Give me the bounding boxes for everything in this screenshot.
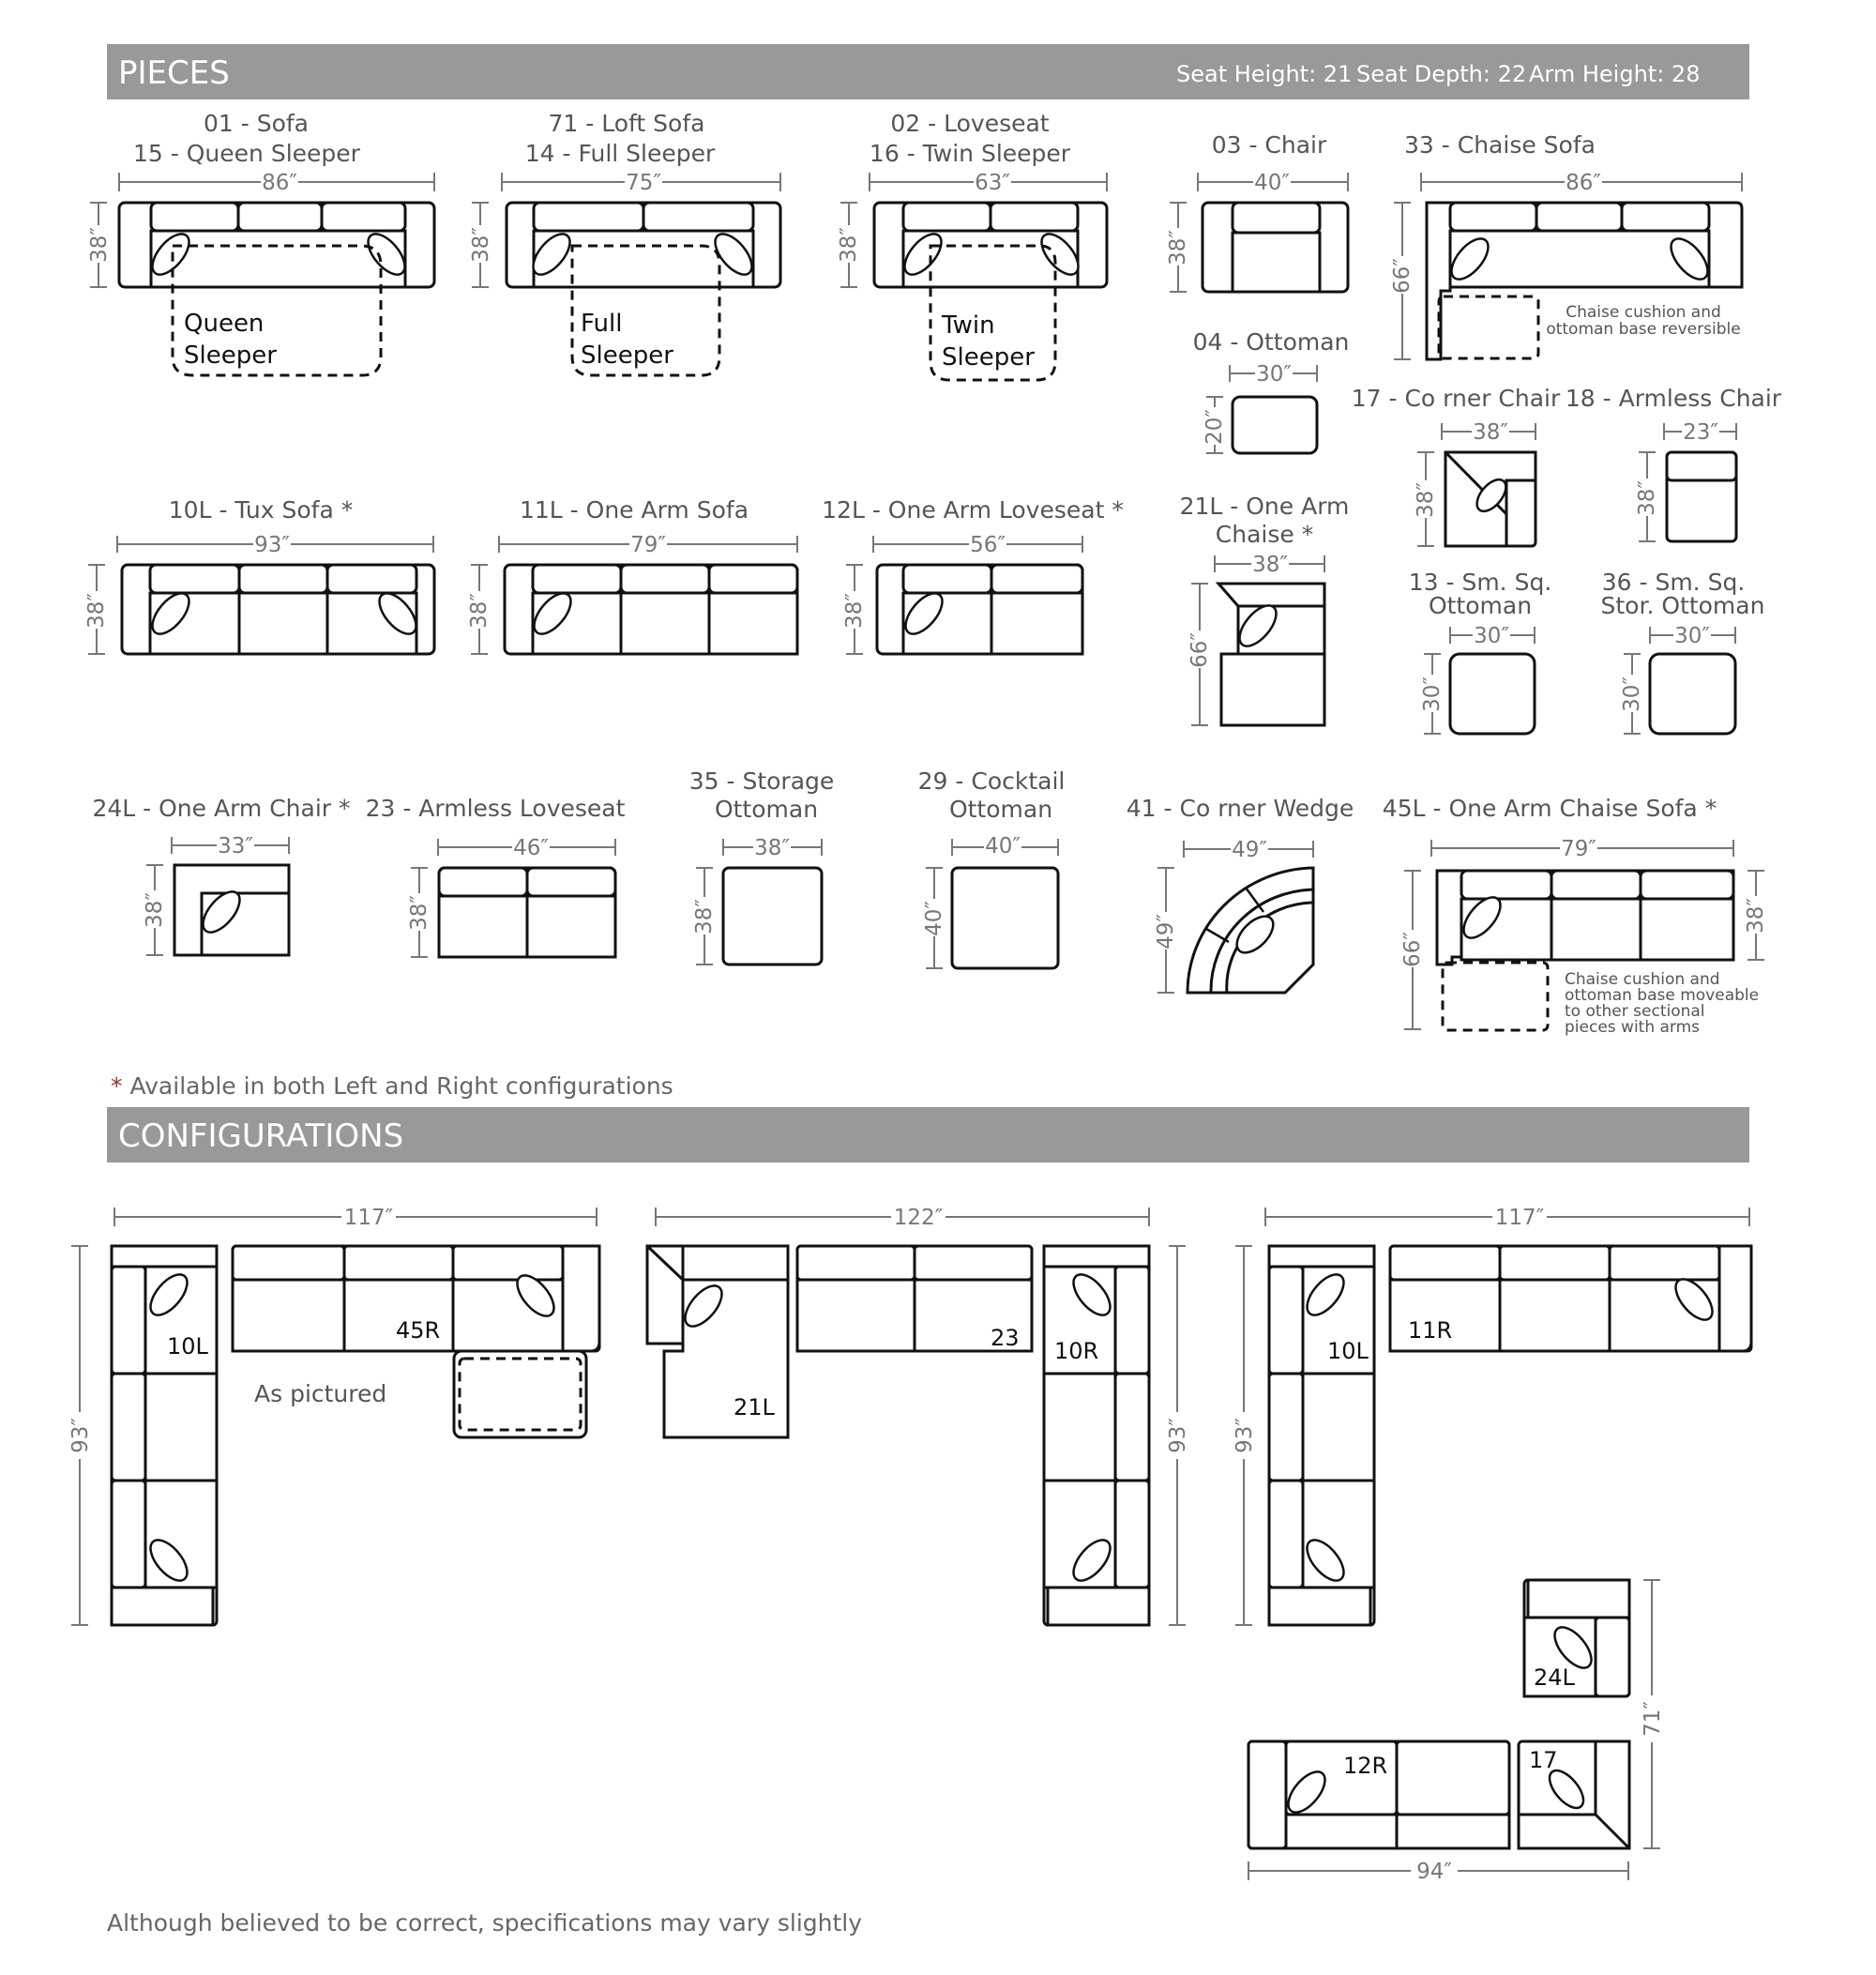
piece-18-armless-chair xyxy=(1566,385,1782,541)
width-dimension: 38″ xyxy=(1252,553,1288,577)
piece-35-storage-ottoman xyxy=(689,767,835,965)
sleeper-label: Queen xyxy=(184,310,265,338)
height-dimension: 66″ xyxy=(1390,258,1415,294)
piece-note: Chaise cushion and xyxy=(1566,303,1721,322)
config-piece-label: 45R xyxy=(396,1317,441,1344)
config-width: 117″ xyxy=(343,1206,394,1230)
height-dimension: 38″ xyxy=(837,227,861,263)
width-dimension: 40″ xyxy=(1254,171,1290,195)
piece-code: 12L - One Arm Loveseat * xyxy=(822,496,1124,524)
pieces-title: PIECES xyxy=(118,54,230,92)
piece-code: 33 - Chaise Sofa xyxy=(1404,131,1596,159)
width-dimension: 49″ xyxy=(1232,838,1267,862)
sleeper-label: Sleeper xyxy=(581,342,673,370)
width-dimension: 23″ xyxy=(1683,420,1718,445)
height-dimension: 30″ xyxy=(1620,676,1644,712)
piece-code: 17 - Co rner Chair xyxy=(1351,385,1561,412)
config-width: 94″ xyxy=(1416,1860,1452,1884)
width-dimension: 30″ xyxy=(1474,624,1509,648)
height-dimension: 38″ xyxy=(1166,230,1190,266)
piece-13-sm-sq-ottoman xyxy=(1409,569,1552,734)
width-dimension: 93″ xyxy=(254,533,290,557)
piece-code: 45L - One Arm Chaise Sofa * xyxy=(1382,795,1717,822)
piece-code: 04 - Ottoman xyxy=(1192,328,1350,356)
height-dimension-right: 38″ xyxy=(1744,898,1768,934)
piece-17-corner-chair xyxy=(1352,385,1561,546)
config-piece-label: 10R xyxy=(1054,1338,1099,1364)
height-dimension: 20″ xyxy=(1203,409,1227,445)
config-piece-label: 21L xyxy=(734,1394,775,1420)
piece-code: 35 - Storage xyxy=(688,767,835,795)
height-dimension: 38″ xyxy=(407,895,431,931)
height-dimension: 38″ xyxy=(84,593,109,629)
sleeper-label: Twin xyxy=(942,311,995,340)
height-dimension: 66″ xyxy=(1188,632,1212,668)
piece-01-sofa xyxy=(87,110,434,375)
sleeper-label: Sleeper xyxy=(184,342,277,370)
config-piece-label: 24L xyxy=(1534,1664,1575,1691)
piece-29-cocktail-ottoman xyxy=(918,767,1066,968)
piece-code: 10L - Tux Sofa * xyxy=(168,496,354,524)
width-dimension: 75″ xyxy=(626,171,661,195)
width-dimension: 30″ xyxy=(1674,624,1710,648)
piece-24l-one-arm-chair xyxy=(92,795,350,955)
piece-03-chair xyxy=(1166,131,1348,292)
piece-code: 11L - One Arm Sofa xyxy=(519,496,749,524)
height-dimension: 30″ xyxy=(1420,676,1445,712)
piece-code: 29 - Cocktail xyxy=(917,767,1066,795)
piece-note: ottoman base moveable xyxy=(1565,986,1760,1005)
config-height: 93″ xyxy=(1166,1418,1190,1453)
sleeper-label: Sleeper xyxy=(942,343,1035,372)
piece-code: 01 - Sofa xyxy=(203,110,310,137)
disclaimer: Although believed to be correct, specifications may vary slightly xyxy=(107,1909,863,1937)
config-caption: As pictured xyxy=(254,1380,387,1407)
piece-code: 41 - Co rner Wedge xyxy=(1126,795,1354,822)
config-piece-label: 10L xyxy=(167,1333,208,1360)
piece-10l-tux-sofa xyxy=(84,496,434,654)
config-piece-label: 11R xyxy=(1408,1317,1453,1344)
config-piece-label: 10L xyxy=(1327,1338,1369,1364)
width-dimension: 63″ xyxy=(975,171,1010,195)
piece-note: to other sectional xyxy=(1565,1002,1705,1021)
piece-subcode: 15 - Queen Sleeper xyxy=(133,140,360,167)
piece-code: 21L - One Arm xyxy=(1179,493,1350,520)
width-dimension: 79″ xyxy=(630,533,666,557)
piece-subcode: Stor. Ottoman xyxy=(1600,592,1765,619)
piece-11l-one-arm-sofa xyxy=(467,496,797,654)
width-dimension: 40″ xyxy=(985,834,1021,858)
piece-note: pieces with arms xyxy=(1565,1018,1701,1037)
height-dimension: 66″ xyxy=(1400,932,1425,967)
piece-code: 36 - Sm. Sq. xyxy=(1601,569,1746,596)
config-piece-label: 12R xyxy=(1343,1753,1388,1779)
height-dimension: 38″ xyxy=(87,227,112,263)
sleeper-label: Full xyxy=(581,310,623,338)
piece-12l-one-arm-loveseat xyxy=(822,496,1124,654)
seat-height: Seat Height: 21 xyxy=(1176,61,1353,87)
piece-subcode: Ottoman xyxy=(1428,592,1533,619)
width-dimension: 30″ xyxy=(1256,362,1292,387)
configurations-title: CONFIGURATIONS xyxy=(118,1117,404,1155)
piece-41-corner-wedge xyxy=(1127,795,1354,993)
configuration-2 xyxy=(647,1204,1190,1625)
width-dimension: 79″ xyxy=(1561,837,1596,861)
piece-subcode: Ottoman xyxy=(714,796,819,823)
height-dimension: 40″ xyxy=(922,901,946,936)
width-dimension: 38″ xyxy=(754,836,790,860)
piece-code: 71 - Loft Sofa xyxy=(548,110,705,137)
footnote-star: * xyxy=(111,1072,123,1100)
piece-04-ottoman xyxy=(1193,328,1350,453)
piece-subcode: 16 - Twin Sleeper xyxy=(869,140,1071,167)
piece-21l-one-arm-chaise xyxy=(1180,493,1350,725)
config-piece-label: 23 xyxy=(991,1325,1020,1351)
configuration-1 xyxy=(67,1204,599,1625)
piece-36-sm-sq-stor-ottoman xyxy=(1601,569,1765,734)
arm-height: Arm Height: 28 xyxy=(1529,61,1701,87)
width-dimension: 46″ xyxy=(513,836,549,860)
seat-depth: Seat Depth: 22 xyxy=(1356,61,1527,87)
piece-subcode: 14 - Full Sleeper xyxy=(524,140,716,167)
width-dimension: 56″ xyxy=(970,533,1006,557)
height-dimension: 38″ xyxy=(469,227,493,263)
width-dimension: 86″ xyxy=(262,171,297,195)
config-height: 93″ xyxy=(68,1418,93,1453)
footnote xyxy=(111,1072,673,1100)
piece-code: 13 - Sm. Sq. xyxy=(1408,569,1552,596)
piece-code: 18 - Armless Chair xyxy=(1565,385,1782,412)
piece-code: 02 - Loveseat xyxy=(890,110,1050,137)
config-width: 122″ xyxy=(893,1206,944,1230)
piece-code: 24L - One Arm Chair * xyxy=(92,795,351,822)
svg-text:*Available in both Left and Ri xyxy=(111,1072,673,1100)
piece-45l-one-arm-chaise-sofa xyxy=(1383,795,1768,1037)
height-dimension: 49″ xyxy=(1154,914,1178,950)
piece-subcode: Ottoman xyxy=(948,796,1053,823)
width-dimension: 86″ xyxy=(1566,171,1601,195)
footnote-text: Available in both Left and Right configurations xyxy=(129,1072,673,1100)
width-dimension: 38″ xyxy=(1473,420,1508,445)
width-dimension: 33″ xyxy=(218,834,253,858)
height-dimension: 38″ xyxy=(143,892,167,928)
piece-code: 23 - Armless Loveseat xyxy=(365,795,626,822)
piece-note: ottoman base reversible xyxy=(1546,320,1741,339)
height-dimension: 38″ xyxy=(842,593,867,629)
piece-33-chaise-sofa xyxy=(1390,131,1742,359)
piece-23-armless-loveseat xyxy=(366,795,626,957)
config-piece-label: 17 xyxy=(1529,1747,1558,1773)
height-dimension: 38″ xyxy=(467,593,492,629)
piece-02-loveseat xyxy=(837,110,1107,380)
config-height: 93″ xyxy=(1233,1418,1257,1453)
height-dimension: 38″ xyxy=(1414,482,1438,518)
configurations-header xyxy=(107,1107,1749,1162)
config-height: 71″ xyxy=(1641,1701,1665,1737)
piece-code: 03 - Chair xyxy=(1211,131,1327,159)
configuration-3 xyxy=(1231,1204,1751,1625)
piece-subcode: Chaise * xyxy=(1215,521,1314,548)
pieces-header xyxy=(107,44,1749,99)
piece-71-loft-sofa xyxy=(469,110,780,375)
config-width: 117″ xyxy=(1494,1206,1545,1230)
height-dimension: 38″ xyxy=(1635,480,1659,516)
piece-note: Chaise cushion and xyxy=(1565,970,1720,989)
height-dimension: 38″ xyxy=(692,899,717,934)
